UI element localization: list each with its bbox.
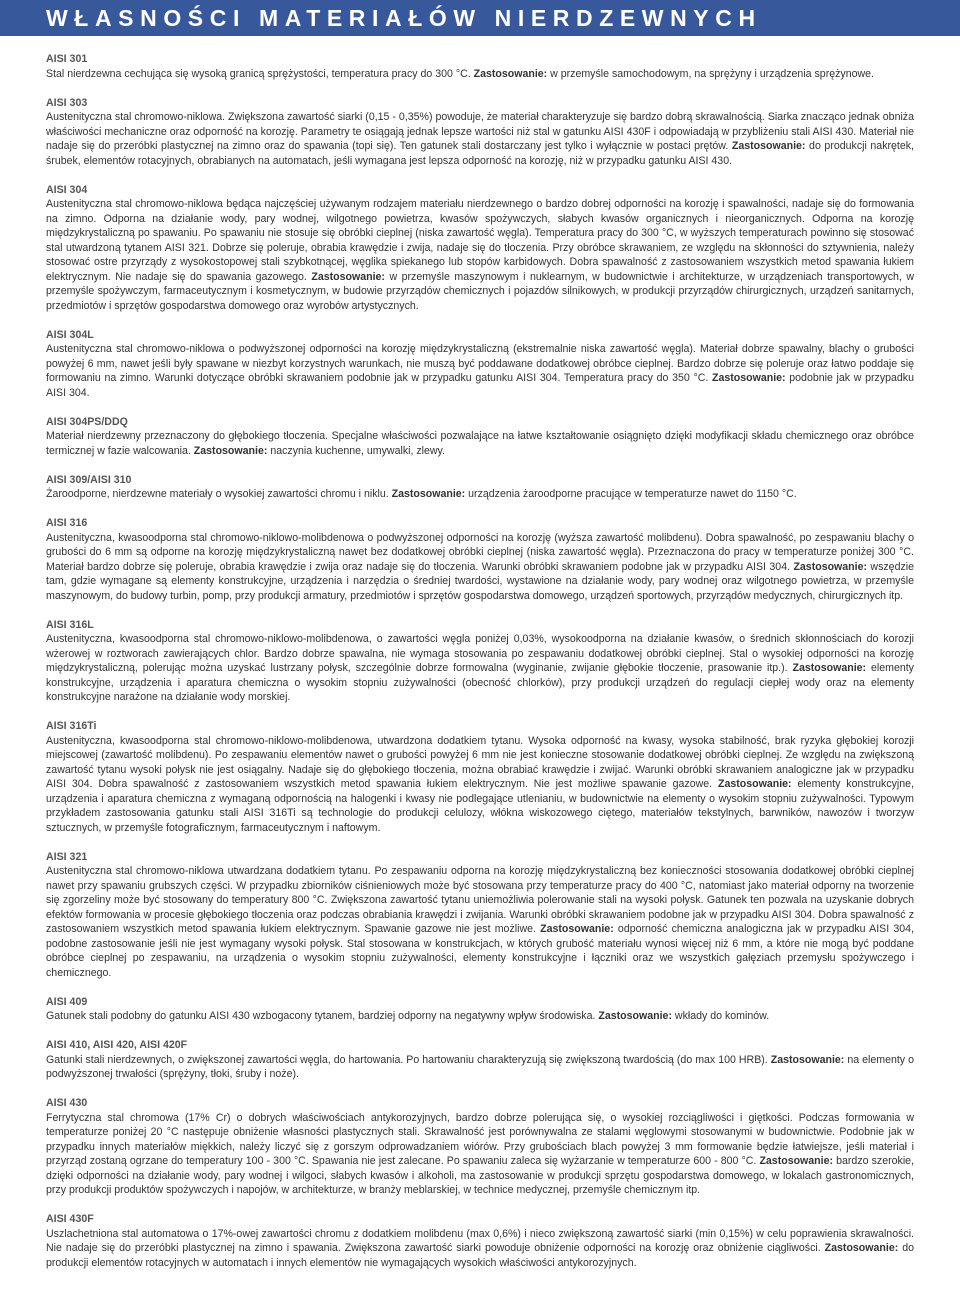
section-heading: AISI 430 <box>46 1097 88 1109</box>
usage-label: Zastosowanie: <box>824 1242 899 1254</box>
description-text: Austenityczna stal chromowo-niklowa utwardzana dodatkiem tytanu. Po zespawaniu odporna na korozję międzykrystaliczną bez konieczności stosowania dodatkowej obróbki cieplnej nawet przy spawaniu grubszych części. W przypadku zbiorników ciśnieniowych może być stosowana przy temperaturze pracy do 400 °C, natomiast jako materiał odporny na tworzenie się zgorzeliny może być stosowany do temperatury 800 °C. Zwiększona zawartość tytanu uniemożliwia polerowanie stali na wysoki połysk. Gatunek ten pozwala na uzyskanie dobrych efektów formowania w procesie głębokiego tłoczenia oraz podczas obrabiania krawędzi i zwijania. Warunki obróbki skrawaniem podobne jak w przypadku AISI 304. Dobra spawalność z zastosowaniem wszystkich metod spawania łukiem elektrycznym. Spawanie gazowe nie jest możliwe. <box>46 865 914 935</box>
section-heading: AISI 316L <box>46 618 94 631</box>
section-text <box>46 487 914 502</box>
material-section <box>46 183 914 314</box>
description-text: Gatunki stali nierdzewnych, o zwiększonej zawartości węgla, do hartowania. Po hartowaniu charakteryzują się zwiększoną twardością (do max 100 HRB). <box>46 1053 771 1066</box>
section-text <box>46 864 914 980</box>
usage-label: Zastosowanie: <box>391 488 466 500</box>
description-text: bardzo szerokie, dzięki odporności na działanie wody, pary wodnej i wilgoci, słabych kwasów i alkoholi, ma zastosowanie w produkcji sprzętu gospodarstwa domowego, w lokalach gastronomicznych, przy produkcji produktów spożywczych i napojów, w architekturze, w branży meblarskiej, w technice medycznej, przemyśle chemicznym itp. <box>46 1155 915 1196</box>
description-text: Austenityczna stal chromowo-niklowa będąca najczęściej używanym rodzajem materiału nierdzewnego o bardzo dobrej odporności na korozję i spawalności, nadaje się do formowania na zimno. Odporna na działanie wody, pary wodnej, wilgotnego powietrza, kwasów spożywczych, słabych kwasów organicznych i nieorganicznych. Odporna na korozję międzykrystaliczną po spawaniu. Po spawaniu nie stosuje się obróbki cieplnej (niska zawartość węgla). Temperatura pracy do 300 °C, w wyższych temperaturach powinno się stosować stal utwardzoną tytanem AISI 321. Dobrze się poleruje, obrabia krawędzie i zwija, nadaje się do tłoczenia. Przy obróbce skrawaniem, ze względu na skłonności do sztywnienia, należy stosować ostre przyrządy z wysokostopowej stali szybkotnącej, węglika spiekanego lub stopów karbidowych. Dobra spawalność z zastosowaniem wszystkich metod spawania łukiem elektrycznym. Nie nadaje się do spawania gazowego. <box>46 198 914 283</box>
material-section <box>46 52 914 81</box>
section-heading: AISI 321 <box>46 850 88 863</box>
description-text: wkłady do kominów. <box>671 1010 770 1022</box>
section-text <box>46 342 914 400</box>
description-text: Austenityczna, kwasoodporna stal chromowo-niklowo-molibdenowa o podwyższonej odporności na korozję (wyższa zawartość molibdenu). Dobra spawalność, po zespawaniu blachy o grubości do 6 mm są odporne na korozję międzykrystaliczną nawet bez dodatkowej obróbki cieplnej (niska zawartość węgla). Przeznaczona do pracy w temperaturze poniżej 300 °C. Materiał bardzo dobrze się poleruje, obrabia krawędzie i zwija oraz nadaje się do tłoczenia. Warunki obróbki skrawaniem podobne jak w przypadku AISI 304. <box>46 531 914 573</box>
section-heading: AISI 410, AISI 420, AISI 420F <box>46 1039 188 1051</box>
description-text: Żaroodporne, nierdzewne materiały o wysokiej zawartości chromu i niklu. <box>46 488 392 500</box>
material-section <box>46 516 914 603</box>
usage-label: Zastosowanie: <box>473 67 548 80</box>
section-text <box>46 1009 914 1024</box>
description-text: odporność chemiczna analogiczna jak w przypadku AISI 304, podobne zastosowanie jeśli nie jest wymagany wysoki połysk. Stal stosowana w konstrukcjach, w których grubość materiału wynosi więcej niż 6 mm, a które nie mogą być poddane obróbce cieplnej po zespawaniu, na urządzenia o wysokim stopniu zużywalności, elementy konstrukcyjne i łączniki oraz we wszystkich gałęziach przemysłu spożywczego i chemicznego. <box>46 923 915 979</box>
description-text: urządzenia żaroodporne pracujące w temperaturze nawet do 1150 °C. <box>465 488 797 500</box>
usage-label: Zastosowanie: <box>311 270 385 283</box>
section-text <box>46 1053 914 1082</box>
description-text: podobnie jak w przypadku AISI 304. <box>46 372 914 399</box>
section-heading: AISI 303 <box>46 96 88 109</box>
page-header <box>0 0 960 36</box>
page-title: WŁASNOŚCI MATERIAŁÓW NIERDZEWNYCH <box>46 5 762 31</box>
section-heading: AISI 409 <box>46 995 88 1008</box>
usage-label: Zastosowanie: <box>759 1155 834 1167</box>
section-text <box>46 632 914 705</box>
section-text <box>46 197 914 313</box>
section-text <box>46 67 914 82</box>
section-heading: AISI 316 <box>46 517 88 529</box>
document-body <box>46 52 914 1285</box>
description-text: na elementy o podwyższonej trwałości (sprężyny, tłoki, śruby i noże). <box>46 1053 914 1080</box>
section-heading: AISI 304PS/DDQ <box>46 415 128 428</box>
material-section <box>46 1212 914 1270</box>
description-text: Ferrytyczna stal chromowa (17% Cr) o dobrych właściwościach antykorozyjnych, bardzo dobrze polerująca się, o wysokiej rozciągliwości i giętkości. Podczas formowania w temperaturze poniżej 20 °C następuje obniżenie własności plastycznych stali. Skrawalność jest porównywalna ze stalami węglowymi stosowanymi w budownictwie. Podobnie jak w przypadku innych materiałów miękkich, należy liczyć się z gorszym odprowadzaniem wiórów. Przy grubościach blach powyżej 3 mm formowanie będzie łatwiejsze, jeśli materiał i przyrząd zostaną ogrzane do temperatury 100 - 300 °C. Spawania nie jest zalecane. Po spawaniu zaleca się wyżarzanie w temperaturze 600 - 800 °C. <box>46 1111 914 1167</box>
description-text: wszędzie tam, gdzie wymagane są elementy konstrukcyjne, urządzenia i narzędzia o średniej twardości, wystawione na działanie wody, pary wodnej oraz wilgotnego powietrza, w przemyśle maszynowym, do budowy turbin, pomp, przy produkcji armatury, przedmiotów i sprzętów gospodarstwa domowego, urządzeń sportowych, przyrządów medycznych, chirurgicznych itp. <box>46 560 915 602</box>
material-section <box>46 328 914 401</box>
description-text: Materiał nierdzewny przeznaczony do głębokiego tłoczenia. Specjalne właściwości pozwalające na łatwe kształtowanie osiągnięto dzięki modyfikacji składu chemicznego oraz obróbce termicznej w fazie walcowania. <box>46 430 914 457</box>
usage-label: Zastosowanie: <box>792 662 867 674</box>
usage-label: Zastosowanie: <box>770 1053 845 1066</box>
description-text: Gatunek stali podobny do gatunku AISI 430 wzbogacony tytanem, bardziej odporny na negatywny wpływ środowiska. <box>46 1010 599 1022</box>
material-section <box>46 415 914 459</box>
section-heading: AISI 301 <box>46 53 88 65</box>
usage-label: Zastosowanie: <box>193 444 268 457</box>
section-heading: AISI 316Ti <box>46 720 97 732</box>
description-text: Austenityczna stal chromowo-niklowa o podwyższonej odporności na korozję międzykrystaliczną (ekstremalnie niska zawartość węgla). Materiał dobrze spawalny, blachy o grubości powyżej 6 mm, nawet jeśli były spawane w niezbyt korzystnych warunkach, nie muszą być poddawane dodatkowej obróbce cieplnej. Bardzo dobrze się poleruje oraz łatwo poddaje się formowaniu na zimno. Warunki dotyczące obróbki skrawaniem podobnie jak w przypadku gatunku AISI 304. Temperatura pracy do 350 °C. <box>46 343 914 384</box>
description-text: elementy konstrukcyjne, urządzenia i aparatura chemiczna o wysokim stopniu zużywalności (obecność chlorków), przy produkcji urządzeń do regulacji ciepłej wody oraz na elementy konstrukcyjne narażone na działanie wody morskiej. <box>46 662 914 703</box>
section-heading: AISI 304L <box>46 328 94 341</box>
material-section <box>46 473 914 502</box>
material-section <box>46 995 914 1024</box>
usage-label: Zastosowanie: <box>540 923 614 935</box>
description-text: do produkcji elementów rotacyjnych w automatach i innych elementów nie wymagających wysokich właściwości antykorozyjnych. <box>46 1242 914 1269</box>
description-text: Uszlachetniona stal automatowa o 17%-owej zawartości chromu z dodatkiem molibdenu (max 0,6%) i nieco zwiększoną zawartość siarki (min 0,15%) w celu poprawienia skrawalności. Nie nadaje się do przeróbki plastycznej na zimno i spawania. Zwiększona zawartość siarki powoduje obniżenie odporności na korozję oraz obniżenie ciągliwości. <box>46 1227 914 1254</box>
material-section <box>46 850 914 981</box>
usage-label: Zastosowanie: <box>731 140 806 152</box>
material-section <box>46 618 914 705</box>
description-text: Stal nierdzewna cechująca się wysoką granicą sprężystości, temperatura pracy do 300 °C. <box>46 67 474 80</box>
description-text: elementy konstrukcyjne, urządzenia i aparatura chemiczna z wymaganą odpornością na halogenki i kwasy nie podlegające utlenianiu, w budownictwie na elementy o wysokim stopniu zużywalności. Typowym przykładem zastosowania gatunku stali AISI 316Ti są technologie do produkcji celulozy, włókna wiskozowego ciętego, materiałów tekstylnych, barwników, nawozów i tworzyw sztucznych, w przemyśle fotograficznym, farmaceutycznym i naftowym. <box>46 778 914 834</box>
usage-label: Zastosowanie: <box>598 1010 672 1022</box>
material-section <box>46 1038 914 1082</box>
section-heading: AISI 304 <box>46 183 88 196</box>
usage-label: Zastosowanie: <box>793 560 868 573</box>
section-text <box>46 110 914 168</box>
description-text: do produkcji nakrętek, śrubek, elementów rotacyjnych, obrabianych na automatach, jeśli wymagana jest lepsza odporność na korozję, niż w przypadku gatunku AISI 430. <box>46 140 914 167</box>
material-section <box>46 1096 914 1198</box>
section-text <box>46 429 914 458</box>
description-text: naczynia kuchenne, umywalki, zlewy. <box>267 444 445 457</box>
description-text: w przemyśle samochodowym, na sprężyny i urządzenia sprężynowe. <box>547 67 874 80</box>
section-text <box>46 1111 914 1198</box>
usage-label: Zastosowanie: <box>712 372 786 384</box>
section-heading: AISI 309/AISI 310 <box>46 473 132 486</box>
material-section <box>46 719 914 835</box>
section-text <box>46 1227 914 1271</box>
section-text <box>46 734 914 836</box>
section-heading: AISI 430F <box>46 1213 94 1225</box>
material-section <box>46 96 914 169</box>
usage-label: Zastosowanie: <box>717 778 792 790</box>
section-text <box>46 531 914 604</box>
description-text: Austenityczna, kwasoodporna stal chromowo-niklowo-molibdenowa, utwardzona dodatkiem tytanu. Wysoka odporność na kwasy, wysoka stabilność, brak ryzyka głębokiej korozji miejscowej (zawartość molibdenu). Po zespawaniu elementów nawet o grubości powyżej 6 mm nie jest konieczne stosowanie dodatkowej obróbki cieplnej. Ze względu na zwiększoną zawartość tytanu wysoki połysk nie jest osiągalny. Nadaje się do głębokiego tłoczenia, można obrabiać krawędzie i zwijać. Warunki obróbki skrawaniem analogiczne jak w przypadku AISI 304. Dobra spawalność z zastosowaniem wszystkich metod spawania łukiem elektrycznym. Nie jest możliwe spawanie gazowe. <box>46 734 914 790</box>
description-text: Austenityczna, kwasoodporna stal chromowo-niklowo-molibdenowa, o zawartości węgla poniżej 0,03%, wysokoodporna na działanie kwasów, o średnich skłonnościach do korozji wżerowej w roztworach zawierających chlor. Bardzo dobrze spawalna, nie wymaga stosowania po zespawaniu dodatkowej obróbki cieplnej. Stal o wysokiej odporności na korozję międzykrystaliczną, polerując można uzyskać lustrzany połysk, szczególnie dobrze formowalna (wyginanie, zwijanie głębokie tłoczenie, prasowanie itp.). <box>46 633 914 674</box>
description-text: w przemyśle maszynowym i nuklearnym, w budownictwie i architekturze, w urządzeniach transportowych, w przemyśle spożywczym, farmaceutycznym i kosmetycznym, w budowie przyrządów chemicznych i pojazdów silnikowych, w produkcji przyrządów chirurgicznych, urządzeń sanitarnych, przedmiotów i sprzętów gospodarstwa domowego oraz wyrobów artystycznych. <box>46 270 915 312</box>
description-text: Austenityczna stal chromowo-niklowa. Zwiększona zawartość siarki (0,15 - 0,35%) powoduje, że materiał charakteryzuje się bardzo dobrą skrawalnością. Siarka znacząco jednak obniża właściwości mechaniczne oraz odporność na korozję. Parametry te osiągają jednak lepsze wartości niż stal w gatunku AISI 430F i odpowiadają w przybliżeniu stali AISI 430. Materiał nie nadaje się do przeróbki plastycznej na zimno oraz do spawania (topi się). Ten gatunek stali dostarczany jest tylko i wyłącznie w postaci prętów. <box>46 111 914 152</box>
